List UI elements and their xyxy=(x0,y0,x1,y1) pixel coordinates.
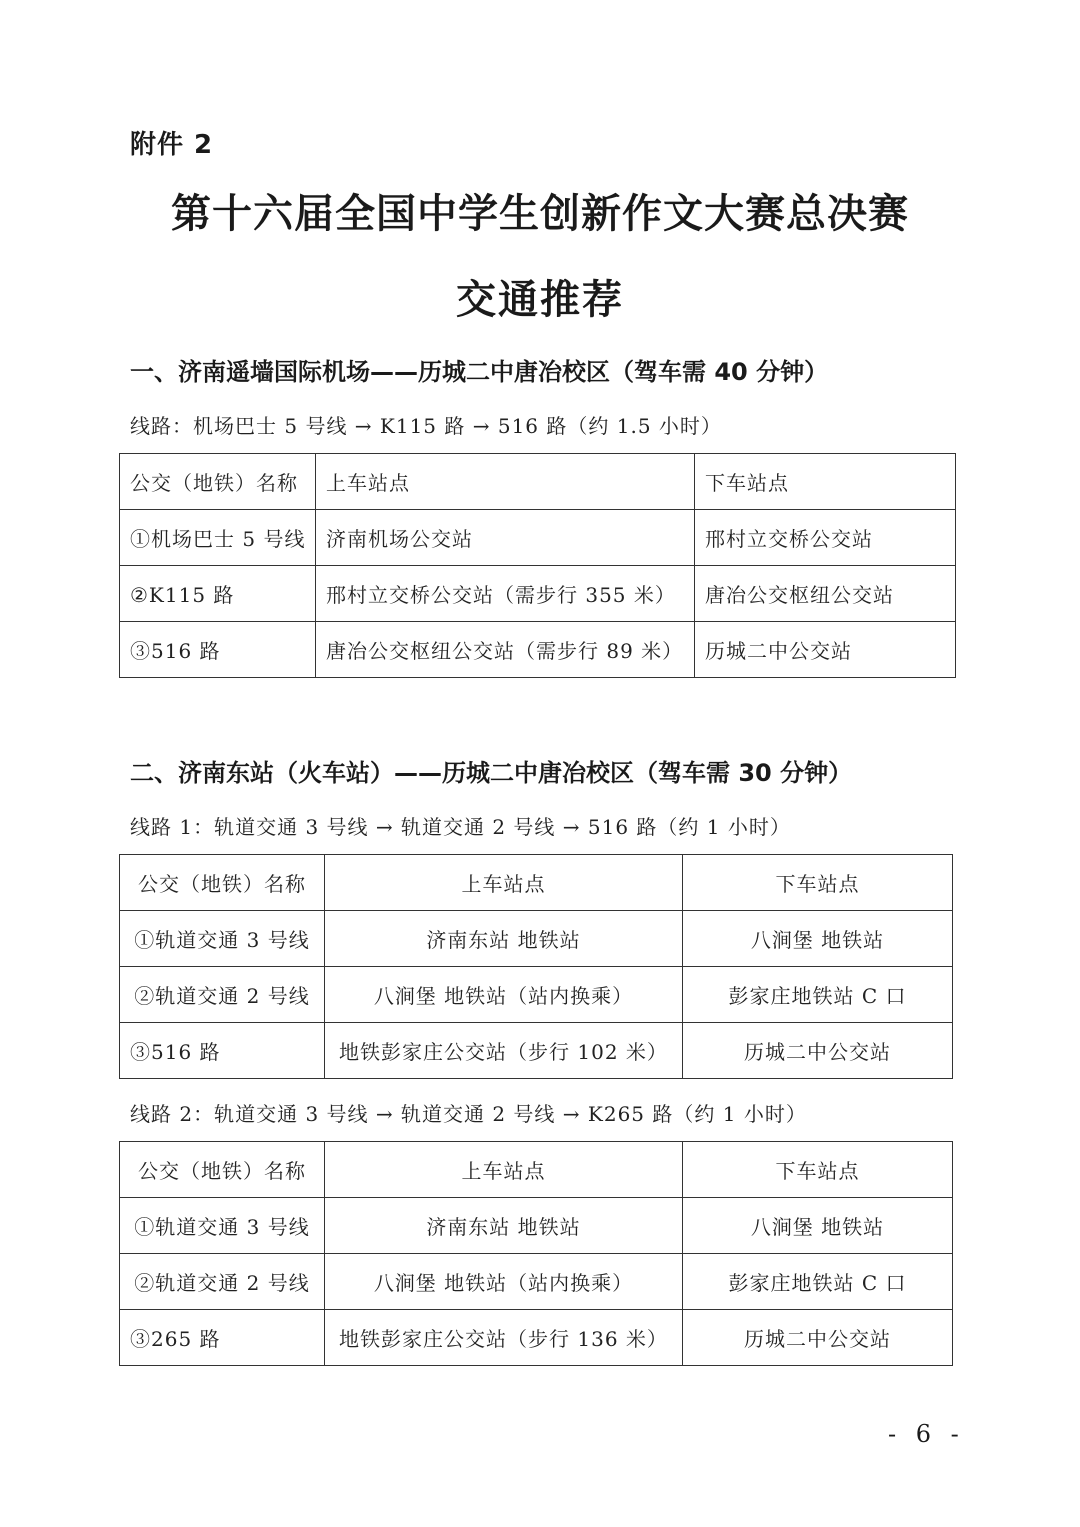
annex-label: 附件 2 xyxy=(130,130,214,160)
table-cell: 八涧堡 地铁站 xyxy=(683,911,953,967)
table-header-cell: 上车站点 xyxy=(325,855,683,911)
table-row xyxy=(120,1023,953,1079)
section2-table2 xyxy=(119,1141,953,1366)
table-header-cell: 下车站点 xyxy=(683,1142,953,1198)
table-cell: 邢村立交桥公交站（需步行 355 米） xyxy=(316,566,695,622)
table-cell: ②轨道交通 2 号线 xyxy=(120,967,325,1023)
section2-table1 xyxy=(119,854,953,1079)
table-row xyxy=(120,967,953,1023)
document-title: 第十六届全国中学生创新作文大赛总决赛 xyxy=(171,190,909,237)
table-cell: ②K115 路 xyxy=(120,566,316,622)
section2-heading: 二、济南东站（火车站）——历城二中唐冶校区（驾车需 30 分钟） xyxy=(130,759,853,787)
table-cell: 八涧堡 地铁站（站内换乘） xyxy=(325,1254,683,1310)
table-row xyxy=(120,911,953,967)
table-cell: 八涧堡 地铁站（站内换乘） xyxy=(325,967,683,1023)
table-cell: ③265 路 xyxy=(120,1310,325,1366)
table-cell: 济南东站 地铁站 xyxy=(325,911,683,967)
table-cell: ①轨道交通 3 号线 xyxy=(120,1198,325,1254)
table-cell: 地铁彭家庄公交站（步行 102 米） xyxy=(325,1023,683,1079)
table-cell: ①轨道交通 3 号线 xyxy=(120,911,325,967)
table-cell: 彭家庄地铁站 C 口 xyxy=(683,1254,953,1310)
table-cell: 邢村立交桥公交站 xyxy=(695,510,956,566)
table-cell: 八涧堡 地铁站 xyxy=(683,1198,953,1254)
table-row xyxy=(120,1198,953,1254)
table-cell: 彭家庄地铁站 C 口 xyxy=(683,967,953,1023)
table-cell: 唐冶公交枢纽公交站 xyxy=(695,566,956,622)
table-cell: 济南东站 地铁站 xyxy=(325,1198,683,1254)
table-cell: 历城二中公交站 xyxy=(695,622,956,678)
table-header-row xyxy=(120,454,956,510)
table-header-cell: 公交（地铁）名称 xyxy=(120,454,316,510)
table-row xyxy=(120,510,956,566)
document-subtitle: 交通推荐 xyxy=(456,276,624,323)
table-cell: ①机场巴士 5 号线 xyxy=(120,510,316,566)
table-cell: 历城二中公交站 xyxy=(683,1023,953,1079)
section1-table xyxy=(119,453,956,678)
table-cell: 地铁彭家庄公交站（步行 136 米） xyxy=(325,1310,683,1366)
table-header-cell: 公交（地铁）名称 xyxy=(120,855,325,911)
table-cell: ③516 路 xyxy=(120,622,316,678)
table-cell: 历城二中公交站 xyxy=(683,1310,953,1366)
table-header-cell: 上车站点 xyxy=(325,1142,683,1198)
section1-route: 线路：机场巴士 5 号线 → K115 路 → 516 路（约 1.5 小时） xyxy=(130,414,722,438)
table-header-cell: 下车站点 xyxy=(683,855,953,911)
table-cell: 济南机场公交站 xyxy=(316,510,695,566)
table-cell: ③516 路 xyxy=(120,1023,325,1079)
section2-route2: 线路 2：轨道交通 3 号线 → 轨道交通 2 号线 → K265 路（约 1 小时） xyxy=(130,1102,807,1126)
section2-route1: 线路 1：轨道交通 3 号线 → 轨道交通 2 号线 → 516 路（约 1 小时） xyxy=(130,815,791,839)
table-header-row xyxy=(120,1142,953,1198)
table-cell: 唐冶公交枢纽公交站（需步行 89 米） xyxy=(316,622,695,678)
table-header-cell: 公交（地铁）名称 xyxy=(120,1142,325,1198)
page-number: - 6 - xyxy=(888,1420,965,1448)
table-row xyxy=(120,622,956,678)
table-header-cell: 下车站点 xyxy=(695,454,956,510)
table-header-cell: 上车站点 xyxy=(316,454,695,510)
table-row xyxy=(120,566,956,622)
section1-heading: 一、济南遥墙国际机场——历城二中唐冶校区（驾车需 40 分钟） xyxy=(130,358,829,386)
table-header-row xyxy=(120,855,953,911)
table-row xyxy=(120,1254,953,1310)
table-row xyxy=(120,1310,953,1366)
table-cell: ②轨道交通 2 号线 xyxy=(120,1254,325,1310)
